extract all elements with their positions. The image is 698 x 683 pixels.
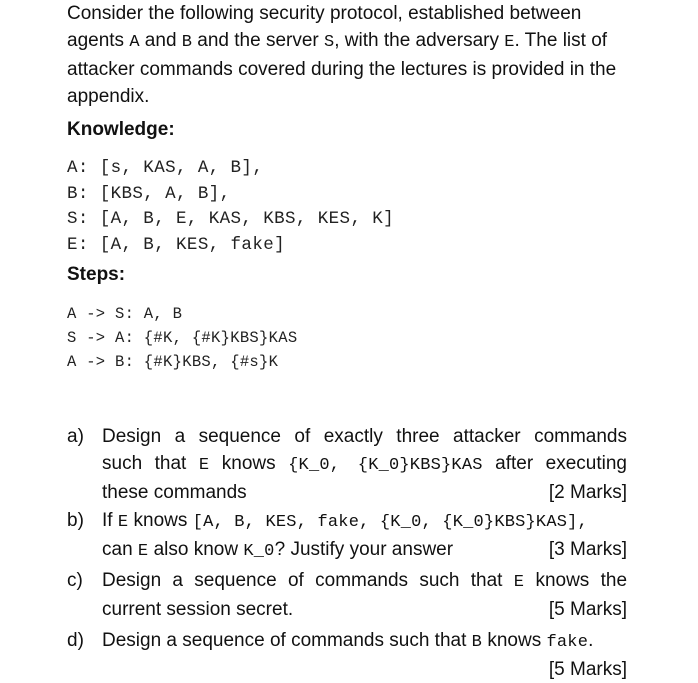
knowledge-line-a: A: [s, KAS, A, B], (67, 158, 264, 178)
question-c-letter: c) (67, 570, 83, 591)
knowledge-line-b: B: [KBS, A, B], (67, 183, 231, 204)
question-c-marks: [5 Marks] (548, 599, 627, 620)
steps-block (67, 302, 297, 374)
question-b-text-5: ? Justify your answer (274, 539, 454, 560)
question-c (67, 567, 627, 623)
question-c-text-3: current session secret. (102, 599, 294, 620)
question-b-line-2 (102, 536, 627, 565)
question-a-text-1: such that (102, 453, 199, 474)
knowledge-line-e: E: [A, B, KES, fake] (67, 234, 286, 255)
question-b-adversary: E (117, 513, 129, 532)
knowledge-line-s: S: [A, B, E, KAS, KBS, KES, K] (67, 209, 395, 229)
question-b-text-3: can (102, 539, 138, 560)
question-b-text-2: knows (128, 510, 193, 531)
intro-text-2: and (139, 30, 182, 51)
steps-heading: Steps: (67, 264, 126, 285)
question-d-agent-b: B (471, 633, 483, 652)
question-b-term: [A, B, KES, fake, {K_0, {K_0}KBS}KAS], (192, 513, 588, 532)
agent-a-code: A (129, 33, 140, 52)
knowledge-block (67, 156, 394, 258)
step-line-2: S -> A: {#K, {#K}KBS}KAS (67, 329, 298, 347)
knowledge-heading: Knowledge: (67, 119, 175, 140)
question-c-line-1 (102, 567, 627, 596)
question-d (67, 627, 627, 683)
question-a-text-4: these commands (102, 482, 247, 503)
question-a (67, 423, 627, 506)
question-d-text-1: Design a sequence of commands such that (102, 630, 472, 651)
question-b (67, 507, 627, 565)
question-c-text-2: knows the (524, 570, 628, 591)
intro-text-5: . The list of attacker commands covered during the lectures is provided in the appendix. (67, 30, 617, 107)
question-b-letter: b) (67, 510, 84, 531)
question-a-marks: [2 Marks] (548, 482, 627, 503)
question-c-text-1: Design a sequence of commands such that (102, 570, 514, 591)
question-d-marks: [5 Marks] (548, 659, 627, 680)
question-b-adversary-2: E (137, 542, 149, 561)
question-a-text-3: after executing (482, 453, 627, 474)
intro-text-3: and the server (192, 30, 325, 51)
question-c-line-2 (102, 596, 627, 623)
question-b-marks: [3 Marks] (548, 539, 627, 560)
intro-paragraph (67, 0, 637, 110)
question-a-text-2: knows (209, 453, 289, 474)
intro-text-4: , with the adversary (334, 30, 505, 51)
step-line-1: A -> S: A, B (67, 305, 183, 323)
question-b-text-4: also know (148, 539, 244, 560)
intro-text-1: Consider the following security protocol, established between agents (67, 3, 582, 51)
question-b-line-1 (102, 507, 627, 536)
question-a-adversary: E (198, 456, 210, 475)
question-c-adversary: E (513, 573, 525, 592)
question-b-text-1: If (102, 510, 118, 531)
question-a-letter: a) (67, 426, 84, 447)
question-b-key: K_0 (243, 542, 275, 561)
agent-b-code: B (181, 33, 192, 52)
question-a-line-2 (102, 450, 627, 479)
question-d-text-3: . (588, 630, 594, 651)
server-code: S (324, 33, 335, 52)
question-d-text-2: knows (482, 630, 547, 651)
question-a-term: {K_0, {K_0}KBS}KAS (288, 456, 483, 475)
question-d-term: fake (546, 633, 589, 652)
question-d-letter: d) (67, 630, 84, 651)
question-a-line-1: Design a sequence of exactly three attacker commands (102, 426, 627, 447)
step-line-3: A -> B: {#K}KBS, {#s}K (67, 353, 279, 371)
question-a-line-3 (102, 479, 627, 506)
question-d-line-1 (102, 627, 627, 656)
adversary-code: E (504, 33, 515, 52)
